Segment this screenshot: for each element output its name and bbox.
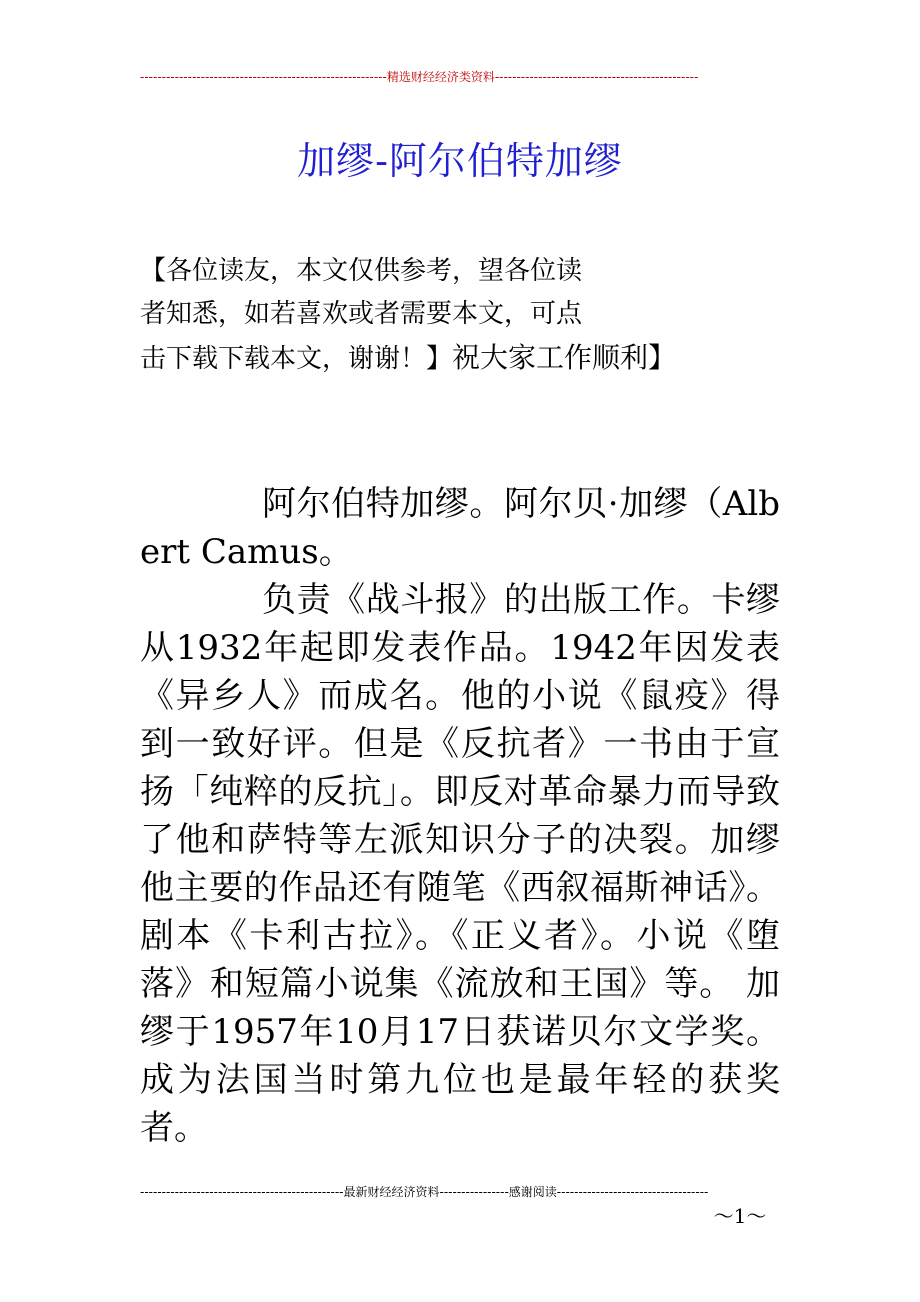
page-footer: -----------------------------------------------最新财经经济资料----------------感谢阅读----------------------------------- xyxy=(140,1185,709,1199)
notice-line-3-text: 击下载下载本文，谢谢！】 xyxy=(140,344,453,374)
notice-line-1: 【各位读友，本文仅供参考，望各位读 xyxy=(140,256,583,286)
body-paragraph-1: 阿尔伯特加缪。阿尔贝·加缪（Albert Camus。 xyxy=(140,484,780,572)
notice-line-3-tail: 祝大家工作顺利】 xyxy=(452,341,677,374)
page-number: ～1～ xyxy=(713,1204,767,1228)
document-title: 加缪-阿尔伯特加缪 xyxy=(297,139,623,183)
body-paragraph-2: 负责《战斗报》的出版工作。卡缪从1932年起即发表作品。1942年因发表《异乡人》而成名。他的小说《鼠疫》得到一致好评。但是《反抗者》一书由于宣扬「纯粹的反抗」。即反对革命暴力而导致了他和萨特等左派知识分子的决裂。加缪他主要的作品还有随笔《西叙福斯神话》。剧本《卡利古拉》。《正义者》。小说《堕落》和短篇小说集《流放和王国》等。 加缪于1957年10月17日获诺贝尔文学奖。成为法国当时第九位也是最年轻的获奖者。 xyxy=(140,580,780,1148)
notice-line-3 xyxy=(140,336,740,381)
reader-notice xyxy=(140,250,740,381)
article-body xyxy=(140,480,780,1152)
page-header: ---------------------------------------------------------精选财经经济类资料----------------------------------------------- xyxy=(140,70,699,84)
notice-line-2: 者知悉，如若喜欢或者需要本文，可点 xyxy=(140,299,583,329)
